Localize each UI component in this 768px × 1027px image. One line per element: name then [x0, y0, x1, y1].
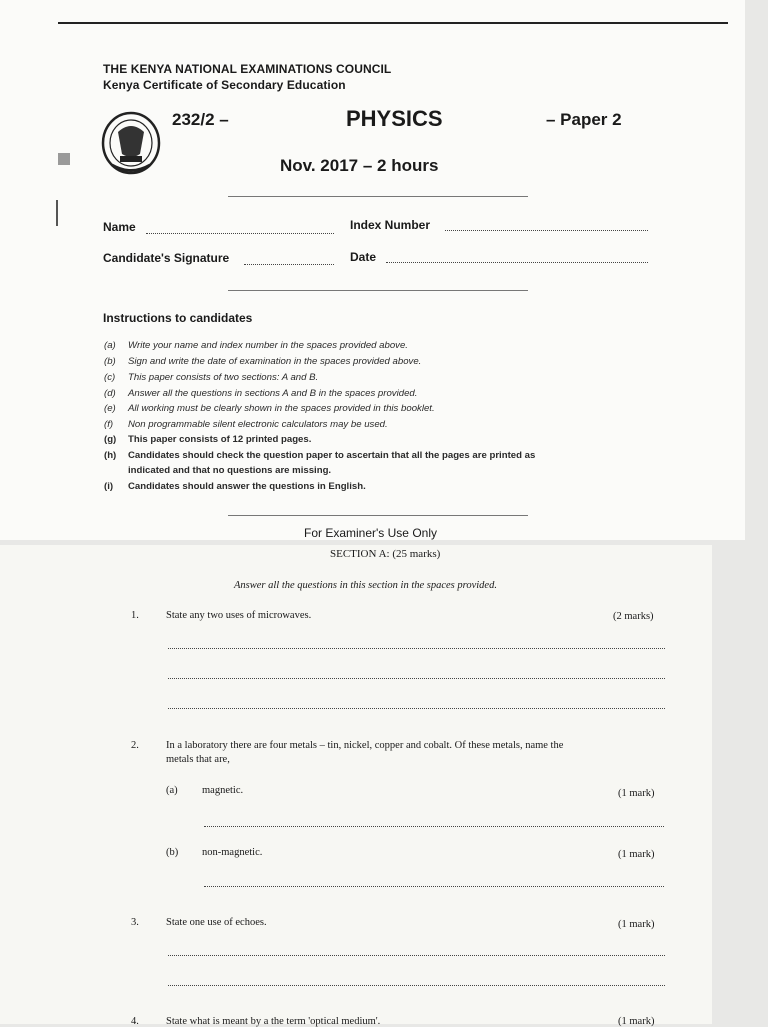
marks-label: (1 mark): [618, 1016, 655, 1027]
question-text: State one use of echoes.: [166, 917, 267, 928]
paper-number: – Paper 2: [546, 110, 622, 129]
instruction-text: This paper consists of two sections: A and B.: [128, 372, 319, 383]
section-heading: SECTION A: (25 marks): [330, 548, 441, 560]
instruction-text: This paper consists of 12 printed pages.: [128, 434, 312, 445]
examiner-use-heading: For Examiner's Use Only: [304, 526, 437, 540]
divider: [228, 196, 528, 197]
instruction-text: Candidates should check the question paper to ascertain that all the pages are printed as: [128, 450, 536, 461]
question-text: State what is meant by a the term 'optical medium'.: [166, 1016, 381, 1027]
question-number: 1.: [131, 610, 139, 621]
divider: [228, 290, 528, 291]
divider: [228, 515, 528, 516]
name-field[interactable]: [146, 233, 334, 234]
section-instruction: Answer all the questions in this section in the spaces provided.: [234, 580, 497, 591]
answer-line[interactable]: [168, 985, 665, 986]
index-number-field[interactable]: [445, 230, 648, 231]
instruction-text: Sign and write the date of examination in the spaces provided above.: [128, 356, 422, 367]
answer-line[interactable]: [168, 708, 665, 709]
date-label: Date: [350, 250, 377, 264]
instruction-letter: (f): [104, 419, 114, 430]
instruction-letter: (b): [104, 356, 116, 367]
answer-line[interactable]: [168, 955, 665, 956]
marks-label: (1 mark): [618, 788, 655, 799]
top-rule: [58, 22, 728, 24]
question-text: State any two uses of microwaves.: [166, 610, 312, 621]
answer-line[interactable]: [204, 886, 664, 887]
marks-label: (2 marks): [613, 611, 654, 622]
question-page: [0, 545, 712, 1027]
answer-line[interactable]: [168, 678, 665, 679]
subpart-label: (b): [166, 847, 179, 858]
subpart-label: (a): [166, 785, 178, 796]
scan-artifact: [56, 200, 58, 226]
instruction-text: Answer all the questions in sections A and B in the spaces provided.: [128, 388, 418, 399]
instruction-letter: (e): [104, 403, 116, 414]
instruction-letter: (a): [104, 340, 116, 351]
instruction-letter: (c): [104, 372, 116, 383]
signature-label: Candidate's Signature: [103, 251, 230, 265]
council-name: THE KENYA NATIONAL EXAMINATIONS COUNCIL: [103, 62, 392, 76]
subpart-text: magnetic.: [202, 785, 244, 796]
instruction-text: Non programmable silent electronic calculators may be used.: [128, 419, 388, 430]
marks-label: (1 mark): [618, 849, 655, 860]
question-number: 3.: [131, 917, 139, 928]
question-number: 2.: [131, 740, 139, 751]
knec-seal-icon: [100, 110, 162, 176]
instruction-text: Candidates should answer the questions in English.: [128, 481, 366, 492]
answer-line[interactable]: [204, 826, 664, 827]
exam-date-duration: Nov. 2017 – 2 hours: [280, 156, 439, 175]
marks-label: (1 mark): [618, 919, 655, 930]
subject-title: PHYSICS: [346, 106, 443, 131]
subpart-text: non-magnetic.: [202, 847, 263, 858]
instruction-text: Write your name and index number in the spaces provided above.: [128, 340, 408, 351]
instruction-letter: (g): [104, 434, 117, 445]
paper-code: 232/2 –: [172, 110, 229, 129]
answer-line[interactable]: [168, 648, 665, 649]
instruction-text: indicated and that no questions are missing.: [128, 465, 332, 476]
instruction-letter: (d): [104, 388, 116, 399]
question-text: metals that are,: [166, 754, 230, 765]
instruction-text: All working must be clearly shown in the spaces provided in this booklet.: [128, 403, 435, 414]
date-field[interactable]: [386, 262, 648, 263]
question-number: 4.: [131, 1016, 139, 1027]
name-label: Name: [103, 220, 136, 234]
instruction-letter: (h): [104, 450, 117, 461]
instructions-title: Instructions to candidates: [103, 311, 253, 325]
scan-artifact: [58, 153, 70, 165]
signature-field[interactable]: [244, 264, 334, 265]
question-text: In a laboratory there are four metals – tin, nickel, copper and cobalt. Of these metals, name the: [166, 740, 564, 751]
index-number-label: Index Number: [350, 218, 431, 232]
instruction-letter: (i): [104, 481, 114, 492]
certificate-name: Kenya Certificate of Secondary Education: [103, 78, 346, 92]
